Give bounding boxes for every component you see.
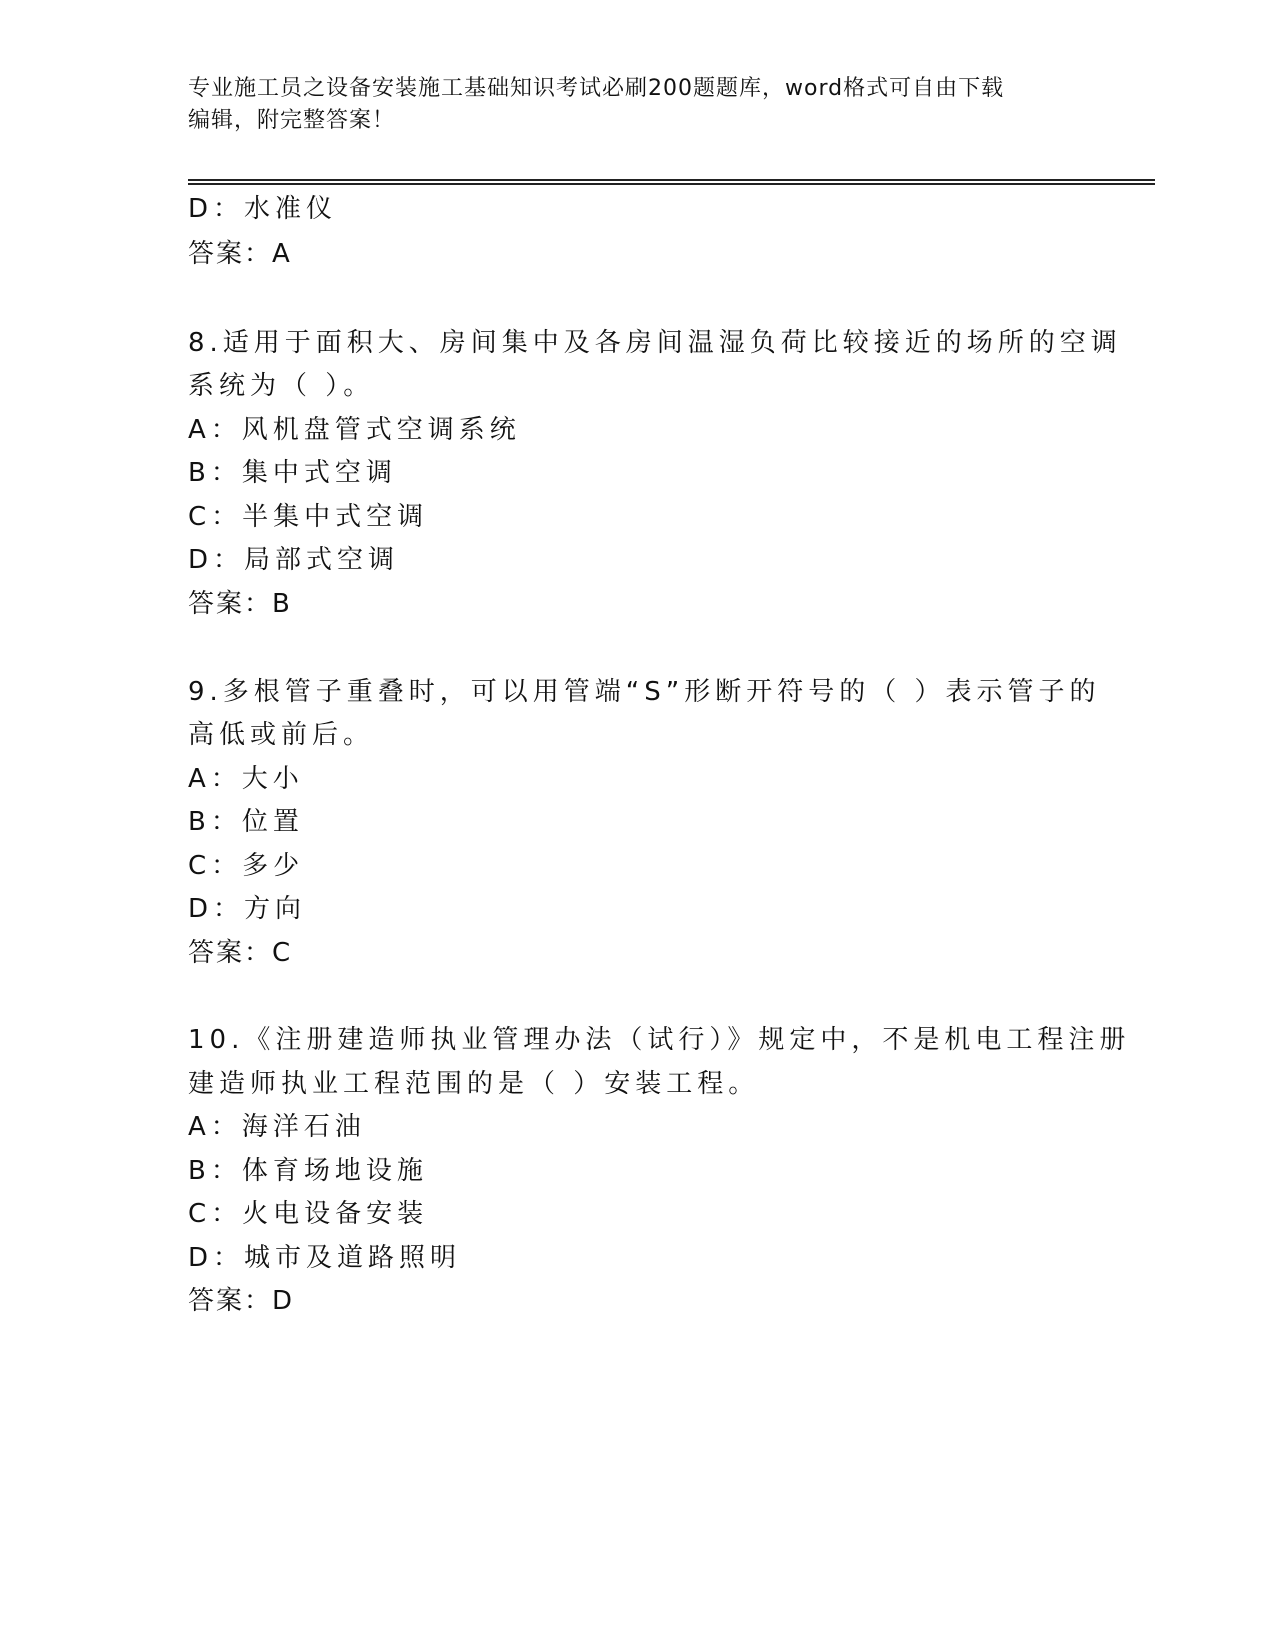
q8-option-d: D：局部式空调 [188, 545, 400, 575]
q9-option-a: A：大小 [188, 764, 304, 794]
header-line-1: 专业施工员之设备安装施工基础知识考试必刷200题题库，word格式可自由下载 [188, 76, 1005, 101]
header-line-2: 编辑，附完整答案！ [188, 108, 396, 133]
q8-option-b: B：集中式空调 [188, 458, 397, 488]
q10-option-c: C：火电设备安装 [188, 1199, 429, 1229]
q9-option-c: C：多少 [188, 851, 305, 881]
q8-answer: 答案：B [188, 589, 292, 619]
header-divider-top [188, 179, 1155, 181]
prev-answer: 答案：A [188, 239, 292, 269]
q8-option-c: C：半集中式空调 [188, 502, 429, 532]
q8-option-a: A：风机盘管式空调系统 [188, 415, 521, 445]
q10-option-a: A：海洋石油 [188, 1112, 366, 1142]
q9-stem-line-2: 高低或前后。 [188, 720, 375, 750]
q9-stem-line-1: 9.多根管子重叠时，可以用管端“S”形断开符号的（ ）表示管子的 [188, 677, 1101, 707]
q10-answer: 答案：D [188, 1286, 295, 1316]
q9-answer: 答案：C [188, 938, 293, 968]
q8-stem-line-1: 8.适用于面积大、房间集中及各房间温湿负荷比较接近的场所的空调 [188, 328, 1122, 358]
q9-option-b: B：位置 [188, 807, 304, 837]
prev-option-d: D：水准仪 [188, 194, 338, 224]
document-header [188, 73, 1088, 137]
q10-stem-line-2: 建造师执业工程范围的是（ ）安装工程。 [188, 1069, 760, 1099]
q8-stem-line-2: 系统为（ ）。 [188, 371, 375, 401]
q9-option-d: D：方向 [188, 894, 307, 924]
header-divider-bottom [188, 183, 1155, 185]
q10-option-b: B：体育场地设施 [188, 1156, 428, 1186]
q10-stem-line-1: 10.《注册建造师执业管理办法（试行）》规定中，不是机电工程注册 [188, 1025, 1131, 1055]
q10-option-d: D：城市及道路照明 [188, 1243, 462, 1273]
